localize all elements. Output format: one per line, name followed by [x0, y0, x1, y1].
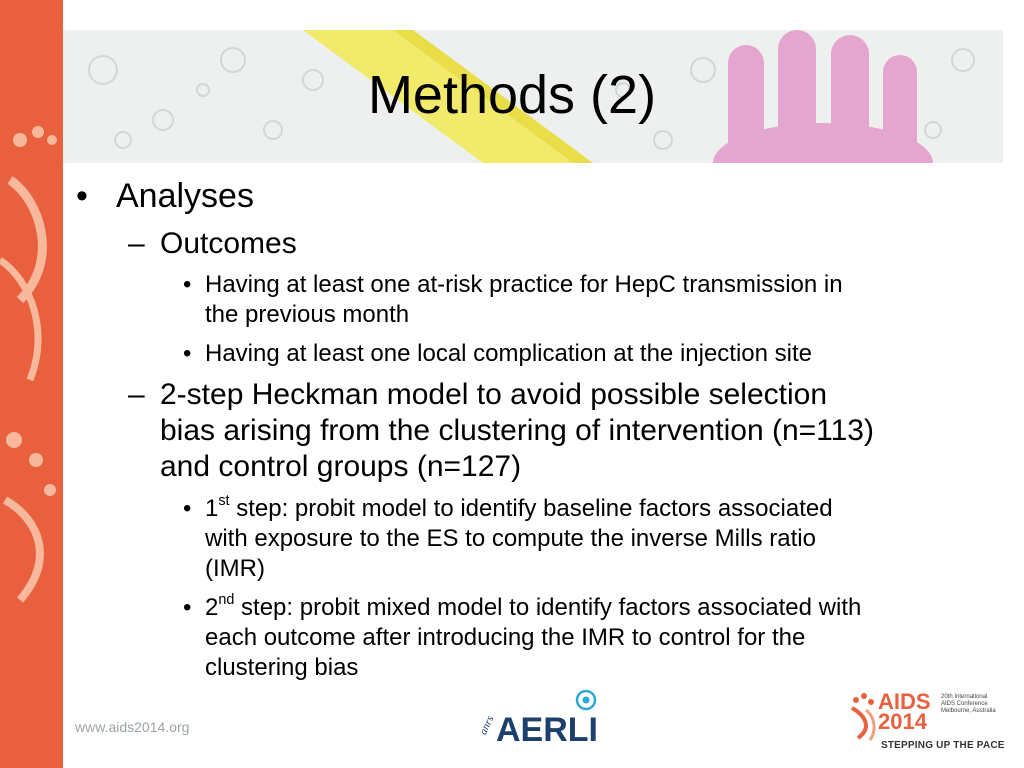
step2-number: 2 — [205, 594, 219, 621]
outcome-item-1-line2: the previous month — [205, 301, 410, 328]
outcome-item-2: Having at least one local complication at the injection site — [205, 340, 813, 367]
dash-bullet: – — [128, 227, 145, 260]
aids2014-tagline: STEPPING UP THE PACE — [881, 740, 1005, 751]
bullet-dot-l3: • — [183, 271, 192, 298]
bullet-dot-l1: • — [76, 177, 88, 215]
bullet-dot-l3: • — [183, 340, 192, 367]
aerli-logo-graphic — [478, 688, 600, 748]
slide-title: Methods (2) — [367, 65, 657, 125]
heckman-line-1: 2-step Heckman model to avoid possible selection — [160, 378, 828, 411]
aids2014-subtitle: 20th International AIDS Conference Melbourne, Australia — [941, 694, 996, 714]
step2-text: step: probit mixed model to identify factors associated with — [234, 594, 862, 621]
step1-line-3: (IMR) — [205, 555, 265, 582]
heckman-line-3: and control groups (n=127) — [160, 450, 522, 483]
footer-url: www.aids2014.org — [75, 719, 190, 735]
aerli-small-text: anrs — [478, 713, 497, 737]
step2-line-3: clustering bias — [205, 654, 359, 681]
heckman-line-2: bias arising from the clustering of intervention (n=113) — [160, 414, 874, 447]
aids2014-wordmark: AIDS 2014 — [878, 689, 931, 734]
bullet-dot-l3: • — [183, 495, 192, 522]
aerli-wordmark: AERLI — [496, 711, 598, 748]
step1-text: step: probit model to identify baseline factors associated — [229, 495, 833, 522]
outcome-item-1-line1: Having at least one at-risk practice for HepC transmission in — [205, 271, 843, 298]
step1-number: 1 — [205, 495, 219, 522]
step1-line-2: with exposure to the ES to compute the inverse Mills ratio — [205, 525, 816, 552]
step2-line-2: each outcome after introducing the IMR to control for the — [205, 624, 806, 651]
bullet-dot-l3: • — [183, 594, 192, 621]
step1-line-1 — [205, 494, 833, 524]
step1-ordinal: st — [218, 493, 230, 509]
dash-bullet: – — [128, 378, 145, 411]
subheading-outcomes: Outcomes — [160, 227, 297, 260]
heading-analyses: Analyses — [116, 177, 254, 215]
step2-line-1 — [205, 593, 861, 623]
step2-ordinal: nd — [218, 592, 235, 608]
aerli-logo — [478, 688, 600, 748]
